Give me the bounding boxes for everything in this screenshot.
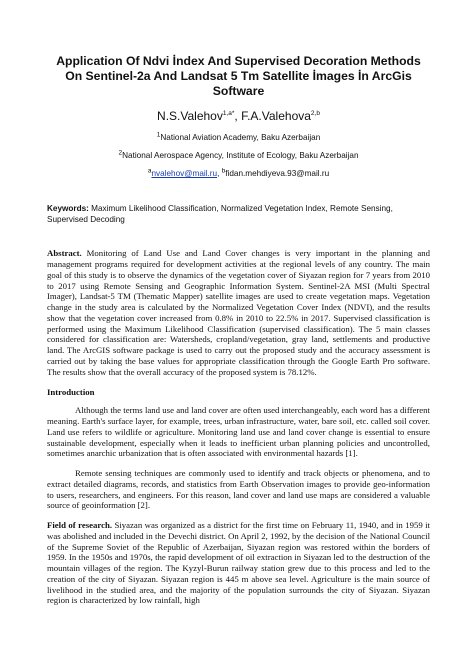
affiliation-2 <box>47 150 430 161</box>
field-of-research-label: Field of research. <box>47 520 113 531</box>
affiliation-1 <box>47 132 430 143</box>
abstract-paragraph <box>47 248 430 377</box>
keywords-label: Keywords: <box>47 204 89 213</box>
paper-title: Application Of Ndvi İndex And Supervised Decoration Methods On Sentinel-2a And Landsat 5 Tm Satellite İmages İn ArcGis Software <box>56 54 421 98</box>
field-of-research-paragraph <box>47 520 430 606</box>
author-1-superscript: 1,a* <box>222 110 235 117</box>
email-a-superscript: a <box>147 167 152 175</box>
introduction-paragraph-2: Remote sensing techniques are commonly used to identify and track objects or phenomena, and to extract detailed diagrams, records, and statistics from Earth Observation images to provide geo-information to users, researchers, and engineers. For this reason, land cover and land use maps are considered a valuable source of geoinformation [2]. <box>47 468 430 511</box>
affiliation-2-superscript: 2 <box>118 149 123 157</box>
affiliation-2-text: National Aerospace Agency, Institute of Ecology, Baku Azerbaijan <box>122 151 359 160</box>
email-line <box>47 168 430 179</box>
affiliation-1-text: National Aviation Academy, Baku Azerbaijan <box>160 133 321 142</box>
introduction-paragraph-1: Although the terms land use and land cover are often used interchangeably, each word has a different meaning. Earth's surface layer, for example, trees, urban infrastructure, water, bare soil, etc. called soil cover. Land use refers to wildlife or agriculture. Monitoring land use and land cover change is essential to ensure sustainable development, especially when it leads to inefficient urban planning policies and uncontrolled, sometimes anarchic urbanization that is often associated with environmental hazards [1]. <box>47 405 430 459</box>
email-separator: , <box>217 169 222 178</box>
abstract-text: Monitoring of Land Use and Land Cover changes is very important in the planning and management programs required for development activities at the regional levels of any country. The main goal of this study is to observe the dynamics of the vegetation cover of Siyazan region for 7 years from 2010 to 2017 using Remote Sensing and Geographic Information System. Sentinel-2A MSI (Multi Spectral Imager), Landsat-5 TM (Thematic Mapper) satellite images are used to create vegetation maps. Vegetation change in the study area is calculated by the Normalized Vegetation Cover Index (NDVI), and the results show that the vegetation cover increased from 0.8% in 2010 to 22.5% in 2017. Supervised classification is performed using the Maximum Likelihood Classification (supervised classification). The 5 main classes considered for classification are: Watersheds, cropland/vegetation, gray land, settlements and productive land. The ArcGIS software package is used to carry out the proposed study and the accuracy assessment is carried out by taking the base values for appropriate classification through the Google Earth Pro software. The results show that the overall accuracy of the proposed system is 78.12%. <box>47 248 430 377</box>
author-line <box>47 109 430 124</box>
email-b-text: fidan.mehdiyeva.93@mail.ru <box>225 169 330 178</box>
keywords-text: Maximum Likelihood Classification, Normalized Vegetation Index, Remote Sensing, Supervised Decoding <box>47 204 393 224</box>
email-link-a[interactable]: nvalehov@mail.ru <box>151 169 218 178</box>
email-b-superscript: b <box>221 167 226 175</box>
author-2-superscript: 2,b <box>310 110 320 117</box>
author-2-name: F.A.Valehova <box>241 109 311 123</box>
author-separator: , <box>234 109 242 123</box>
field-of-research-text: Siyazan was organized as a district for the first time on February 11, 1940, and in 1959 it was abolished and included in the Devechi district. On April 2, 1992, by the decision of the National Council of the Supreme Soviet of the Republic of Azerbaijan, Siyazan region was restored within the borders of 1959. In the 1950s and 1970s, the rapid development of oil extraction in Siyazan led to the destruction of the mountain villages of the region. The Kyzyl-Burun railway station grew due to this process and led to the creation of the city of Siyazan. Siyazan region is 445 m above sea level. Agriculture is the main source of livelihood in the studied area, and the majority of the population surrounds the city of Siyazan. Siyazan region is characterized by low rainfall, high <box>47 520 430 606</box>
author-1-name: N.S.Valehov <box>157 109 223 123</box>
keywords-section <box>47 204 430 225</box>
affiliation-1-superscript: 1 <box>156 131 161 139</box>
introduction-heading: Introduction <box>47 387 95 398</box>
abstract-label: Abstract. <box>47 248 82 259</box>
